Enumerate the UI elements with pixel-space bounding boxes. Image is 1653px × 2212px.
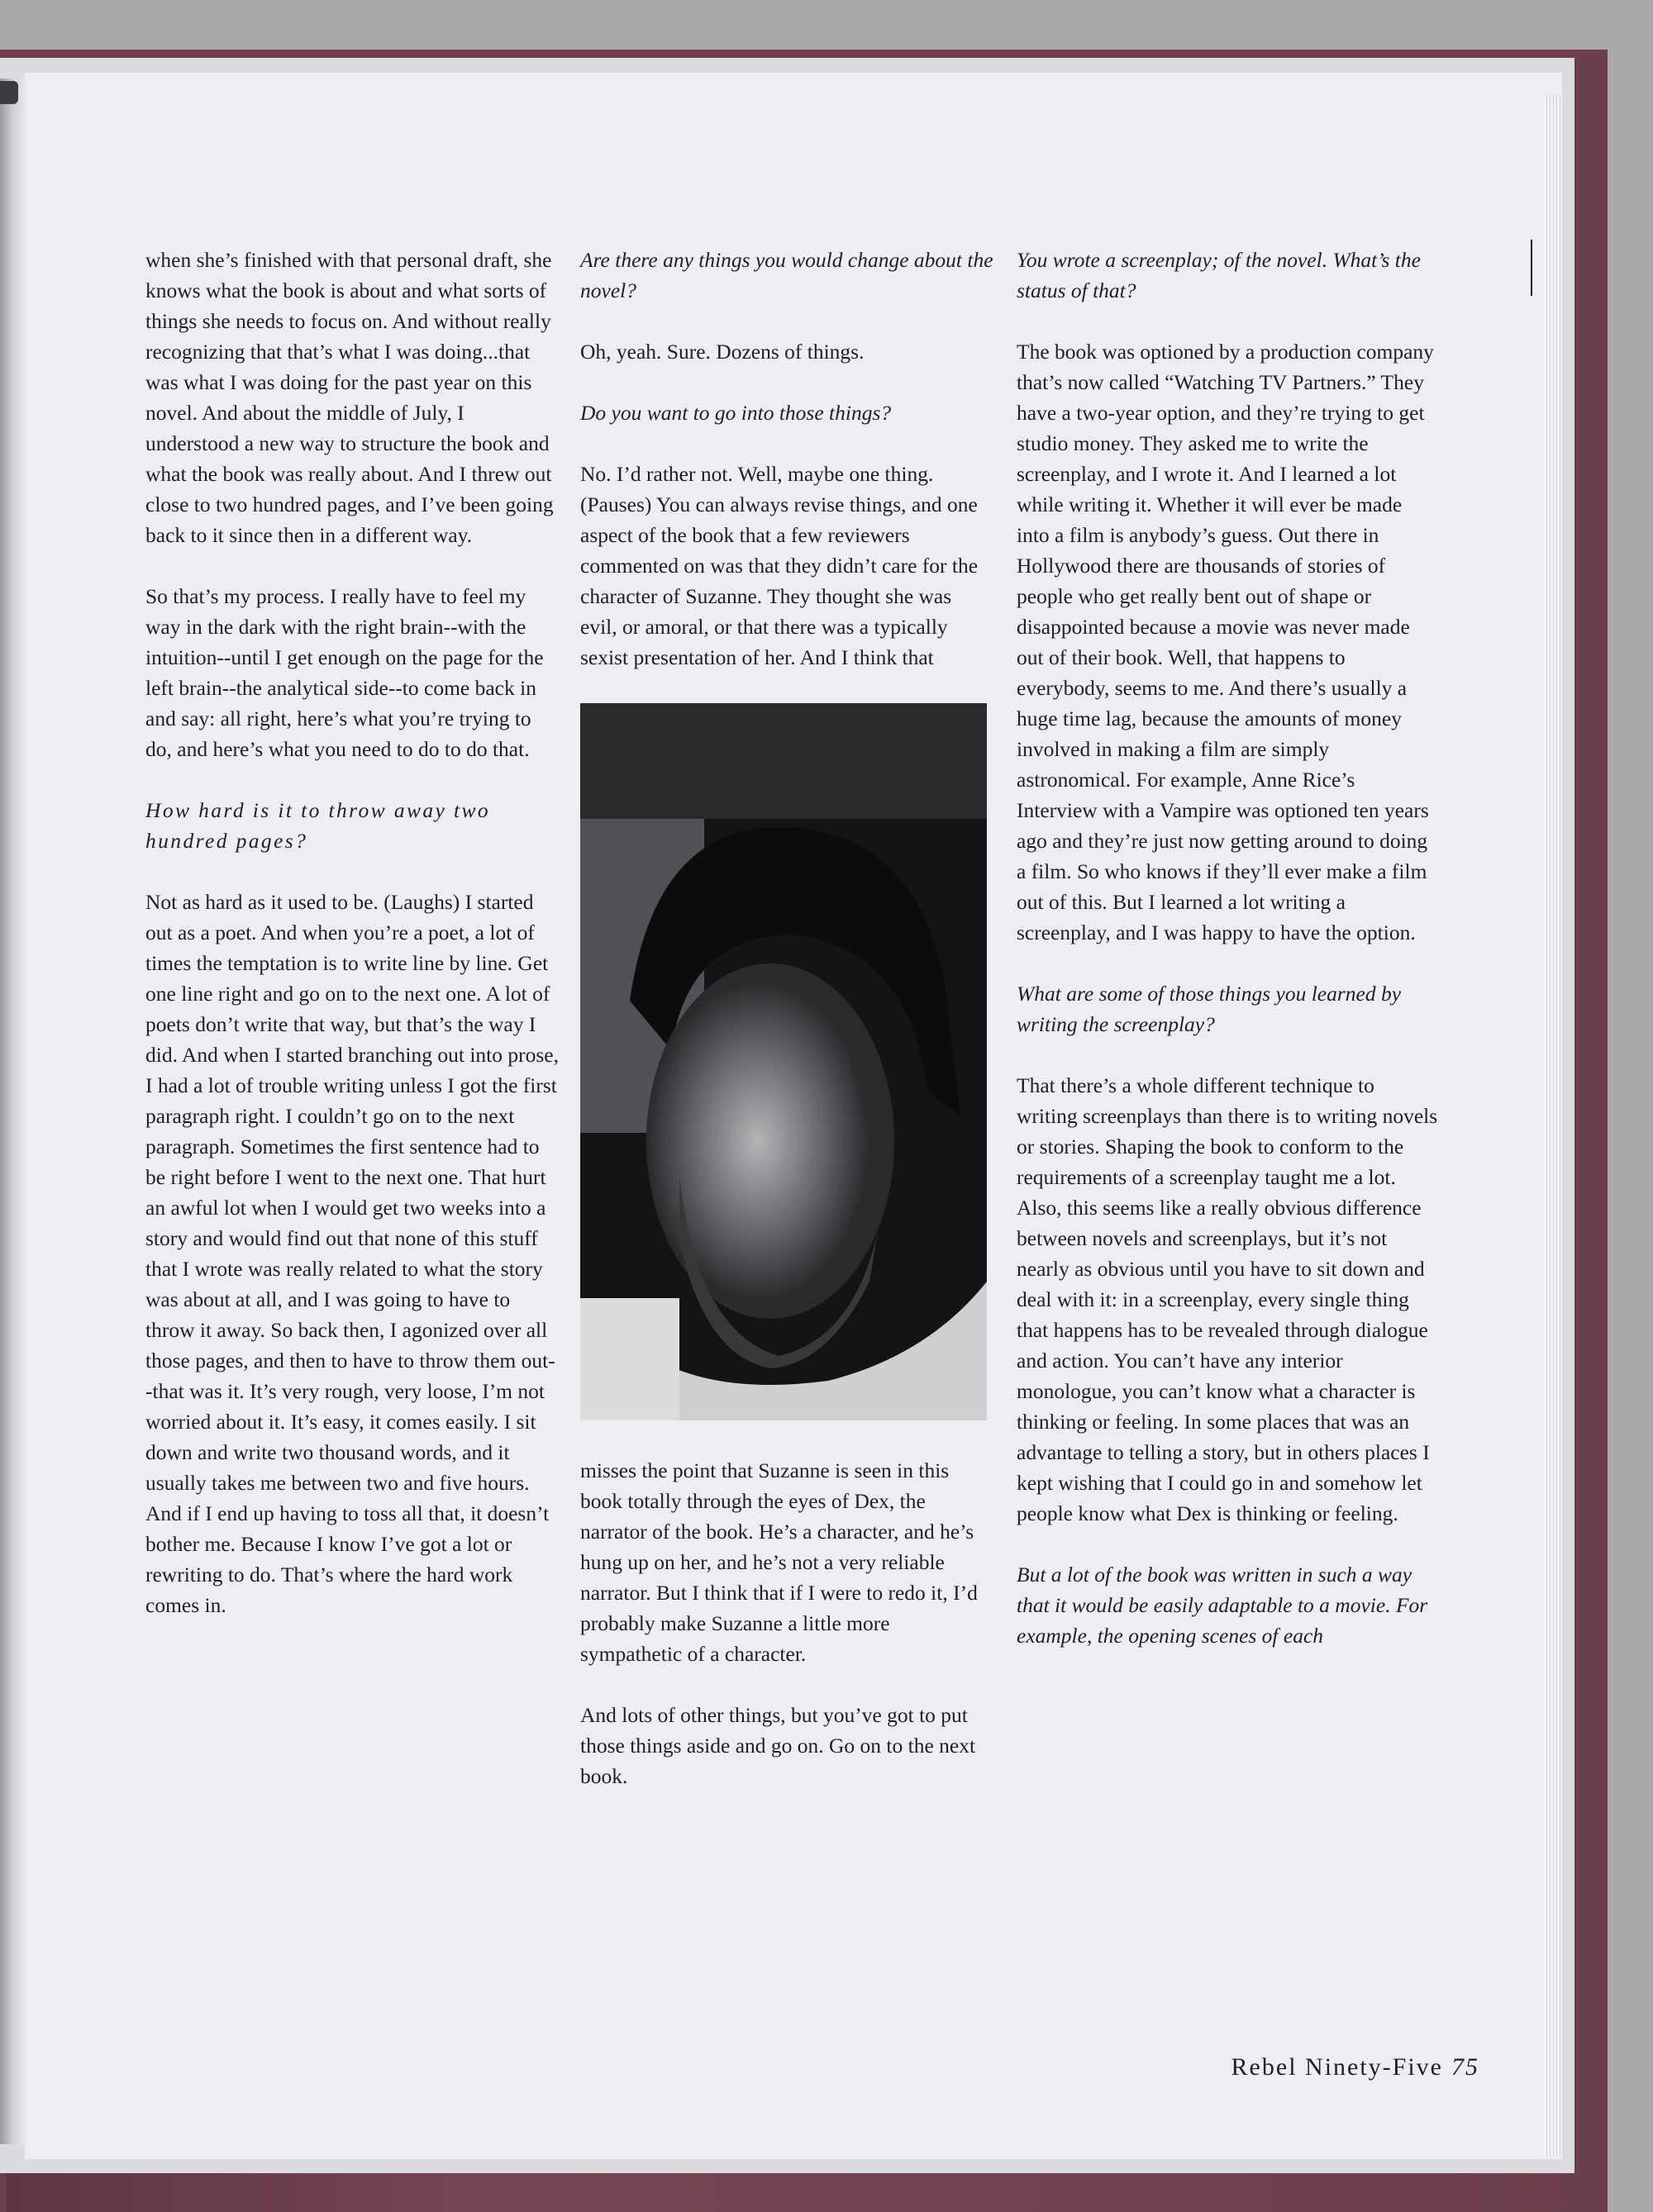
page-number: 75: [1451, 2053, 1479, 2081]
publication-name: Rebel Ninety-Five: [1231, 2053, 1443, 2081]
answer-paragraph: So that’s my process. I really have to feel my way in the dark with the right brain--with the intuition--until I get enough on the page for the left brain--the analytical side--to come back in and say: all right, here’s what you’re trying to do, and here’s what you need to do to do that.: [145, 584, 544, 761]
interview-question: What are some of those things you learned by writing the screenplay?: [1017, 982, 1402, 1036]
text-column-1: [145, 245, 559, 1651]
interview-question: Are there any things you would change about the novel?: [580, 248, 993, 302]
interview-question: You wrote a screenplay; of the novel. What’s the status of that?: [1017, 248, 1421, 302]
text-column-3: [1017, 245, 1440, 1682]
answer-paragraph: And lots of other things, but you’ve got to put those things aside and go on. Go on to the next book.: [580, 1703, 976, 1788]
page-footer: [1215, 2053, 1479, 2081]
interview-question: Do you want to go into those things?: [580, 401, 892, 425]
answer-paragraph: misses the point that Suzanne is seen in this book totally through the eyes of Dex, the narrator of the book. He’s a character, and he’s hung up on her, and he’s not a very reliable narrator. But I think that if I were to redo it, I’d probably make Suzanne a little more sympathetic of a character.: [580, 1458, 978, 1666]
interview-question: But a lot of the book was written in such a way that it would be easily adaptable to a movie. For example, the opening scenes of each: [1017, 1563, 1428, 1648]
answer-paragraph: The book was optioned by a production company that’s now called “Watching TV Partners.” They have a two-year option, and they’re trying to get studio money. They asked me to write the screenplay, and I wrote it. And I learned a lot while writing it. Whether it will ever be made into a film is anybody’s guess. Out there in Hollywood there are thousands of stories of people who get really bent out of shape or disappointed because a movie was never made out of their book. Well, that happens to everybody, seems to me. And there’s usually a huge time lag, because the amounts of money involved in making a film are simply astronomical. For example, Anne Rice’s Interview with a Vampire was optioned ten years ago and they’re just now getting around to doing a film. So who knows if they’ll ever make a film out of this. But I learned a lot writing a screenplay, and I was happy to have the option.: [1017, 340, 1434, 944]
author-portrait-photo: [580, 703, 987, 1420]
left-page-curl: [0, 78, 31, 2144]
answer-paragraph: Not as hard as it used to be. (Laughs) I started out as a poet. And when you’re a poet, a lot of times the temptation is to write line by line. Get one line right and go on to the next one. A lot of poets don’t write that way, but that’s the way I did. And when I started branching out into prose, I had a lot of trouble writing unless I got the first paragraph right. I couldn’t go on to the next paragraph. Sometimes the first sentence had to be right before I went to the next one. That hurt an awful lot when I would get two weeks into a story and would find out that none of this stuff that I wrote was really related to what the story was about at all, and I was going to have to throw it away. So back then, I agonized over all those pages, and then to have to throw them out--that was it. It’s very rough, very loose, I’m not worried about it. It’s easy, it comes easily. I sit down and write two thousand words, and it usually takes me between two and five hours. And if I end up having to toss all that, it doesn’t bother me. Because I know I’ve got a lot or rewriting to do. That’s where the hard work comes in.: [145, 890, 559, 1617]
answer-paragraph: Oh, yeah. Sure. Dozens of things.: [580, 340, 865, 364]
answer-paragraph: when she’s finished with that personal draft, she knows what the book is about and what sorts of things she needs to focus on. And without really recognizing that that’s what I was doing...that was what I was doing for the past year on this novel. And about the middle of July, I understood a new way to structure the book and what the book was really about. And I threw out close to two hundred pages, and I’ve been going back to it since then in a different way.: [145, 248, 554, 547]
page-edges: [1544, 95, 1562, 2157]
text-column-2: [580, 245, 993, 1822]
page-tab: [0, 81, 18, 104]
answer-paragraph: No. I’d rather not. Well, maybe one thing. (Pauses) You can always revise things, and one aspect of the book that a few reviewers commented on was that they didn’t care for the character of Suzanne. They thought she was evil, or amoral, or that there was a typically sexist presentation of her. And I think that: [580, 462, 979, 669]
interview-question: How hard is it to throw away two hundred pages?: [145, 798, 491, 853]
margin-mark: [1531, 240, 1532, 296]
answer-paragraph: That there’s a whole different technique to writing screenplays than there is to writing novels or stories. Shaping the book to conform to the requirements of a screenplay taught me a lot. Also, this seems like a really obvious difference between novels and screenplays, but it’s not nearly as obvious until you have to sit down and deal with it: in a screenplay, every single thing that happens has to be revealed through dialogue and action. You can’t have any interior monologue, you can’t know what a character is thinking or feeling. In some places that was an advantage to telling a story, but in others places I kept wishing that I could go in and somehow let people know what Dex is thinking or feeling.: [1017, 1073, 1438, 1525]
